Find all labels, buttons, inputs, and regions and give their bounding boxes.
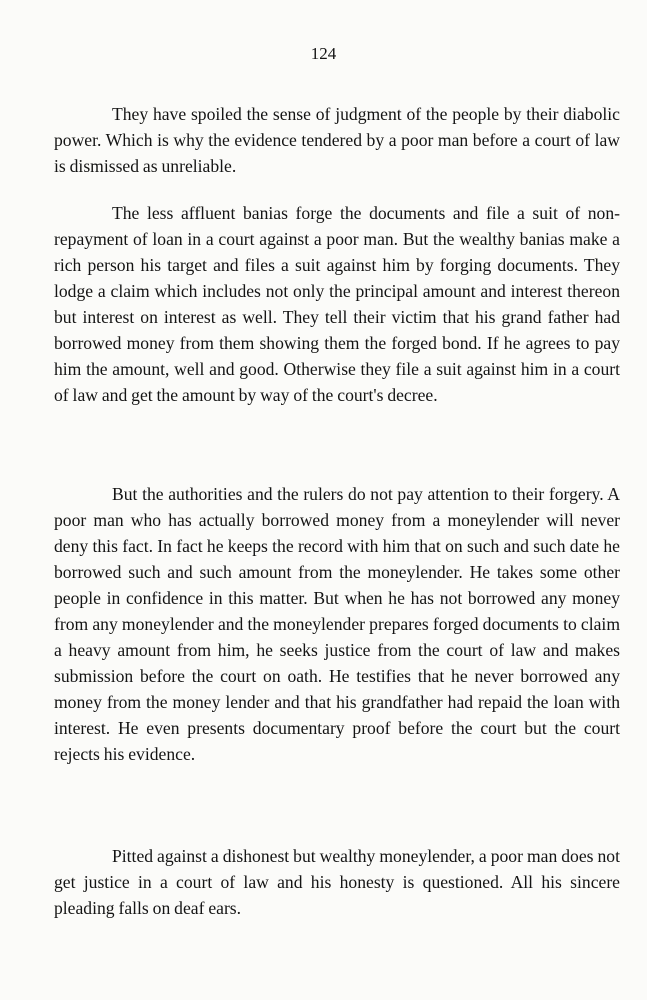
paragraph-4: Pitted against a dishonest but wealthy moneylender, a poor man does not get justice in a court of law and his honesty is questioned. All his sincere pleading falls on deaf ears. [54,846,620,918]
paragraph-3: But the authorities and the rulers do not pay attention to their forgery. A poor man who has actually borrowed money from a moneylender will never deny this fact. In fact he keeps the record with him that on such and such date he borrowed such and such amount from the moneylender. He takes some other people in confidence in this matter. But when he has not borrowed any money from any moneylender and the moneylender prepares forged documents to claim a heavy amount from him, he seeks justice from the court of law and makes submission before the court on oath. He testifies that he never borrowed any money from the money lender and that his grandfather had repaid the loan with interest. He even presents documentary proof before the court but the court rejects his evidence. [54,484,620,764]
paragraph-1: They have spoiled the sense of judgment of the people by their diabolic power. Which is why the evidence tendered by a poor man before a court of law is dismissed as unreliable. [54,104,620,176]
paragraph-2: The less affluent banias forge the documents and file a suit of non-repayment of loan in a court against a poor man. But the wealthy banias make a rich person his target and files a suit against him by forging documents. They lodge a claim which includes not only the principal amount and interest thereon but interest on interest as well. They tell their victim that his grand father had borrowed money from them showing them the forged bond. If he agrees to pay him the amount, well and good. Otherwise they file a suit against him in a court of law and get the amount by way of the court's decree. [54,203,620,405]
page-number: 124 [310,44,337,63]
